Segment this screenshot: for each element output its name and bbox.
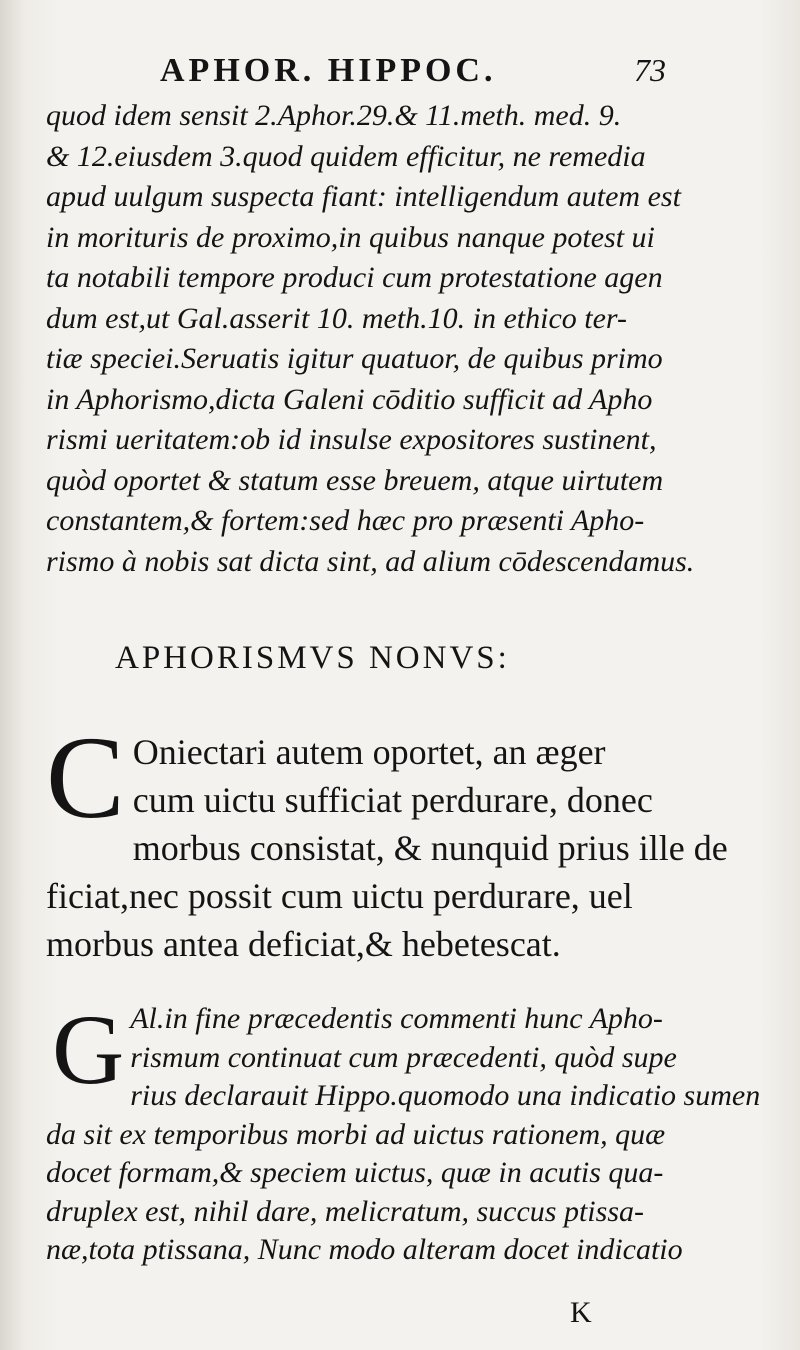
drop-cap: C [46, 712, 125, 843]
text-line: dum est,ut Gal.asserit 10. meth.10. in ethico ter- [46, 301, 628, 335]
text-line: da sit ex temporibus morbi ad uictus rationem, quæ [46, 1117, 666, 1151]
aphorism-text [46, 712, 728, 968]
text-line: docet formam,& speciem uictus, quæ in acutis qua- [46, 1156, 664, 1189]
text-line: rismo à nobis sat dicta sint, ad alium cōdescendamus. [46, 544, 695, 578]
text-line: apud uulgum suspecta fiant: intelligendum autem est [46, 180, 681, 213]
signature-mark: K [570, 1296, 592, 1329]
text-line: constantem,& fortem:sed hæc pro præsenti Apho- [46, 504, 645, 537]
text-line: quod idem sensit 2.Aphor.29.& 11.meth. med. 9. [46, 99, 622, 132]
text-line: ficiat,nec possit cum uictu perdurare, uel [46, 876, 633, 916]
commentary-paragraph-2 [46, 994, 761, 1270]
text-line: in morituris de proximo,in quibus nanque potest ui [46, 220, 655, 254]
text-line: cum uictu sufficiat perdurare, donec [132, 780, 653, 820]
commentary-paragraph [46, 96, 695, 582]
page-number: 73 [634, 52, 666, 88]
drop-cap: G [52, 994, 125, 1105]
text-line: rius declarauit Hippo.quomodo una indicatio sumen [130, 1079, 761, 1112]
text-line: ta notabili tempore produci cum protestatione agen [46, 261, 663, 294]
text-line: morbus antea deficiat,& hebetescat. [46, 924, 561, 964]
text-line: rismum continuat cum præcedenti, quòd supe [130, 1040, 677, 1074]
running-head: APHOR. HIPPOC. [160, 52, 497, 89]
text-line: Al.in fine præcedentis commenti hunc Apho- [130, 1002, 663, 1035]
text-line: rismi ueritatem:ob id insulse expositores sustinent, [46, 423, 657, 456]
text-line: quòd oportet & statum esse breuem, atque uirtutem [46, 463, 664, 497]
page-header [160, 52, 680, 96]
text-line: druplex est, nihil dare, melicratum, succus ptissa- [46, 1194, 644, 1228]
section-title: APHORISMVS NONVS: [115, 640, 510, 676]
text-line: in Aphorismo,dicta Galeni cōditio sufficit ad Apho [46, 382, 653, 416]
text-line: morbus consistat, & nunquid prius ille de [132, 828, 728, 868]
text-line: tiæ speciei.Seruatis igitur quatuor, de quibus primo [46, 342, 663, 375]
text-line: næ,tota ptissana, Nunc modo alteram docet indicatio [46, 1233, 683, 1266]
text-line: & 12.eiusdem 3.quod quidem efficitur, ne remedia [46, 139, 646, 173]
text-line: Oniectari autem oportet, an æger [132, 732, 606, 772]
